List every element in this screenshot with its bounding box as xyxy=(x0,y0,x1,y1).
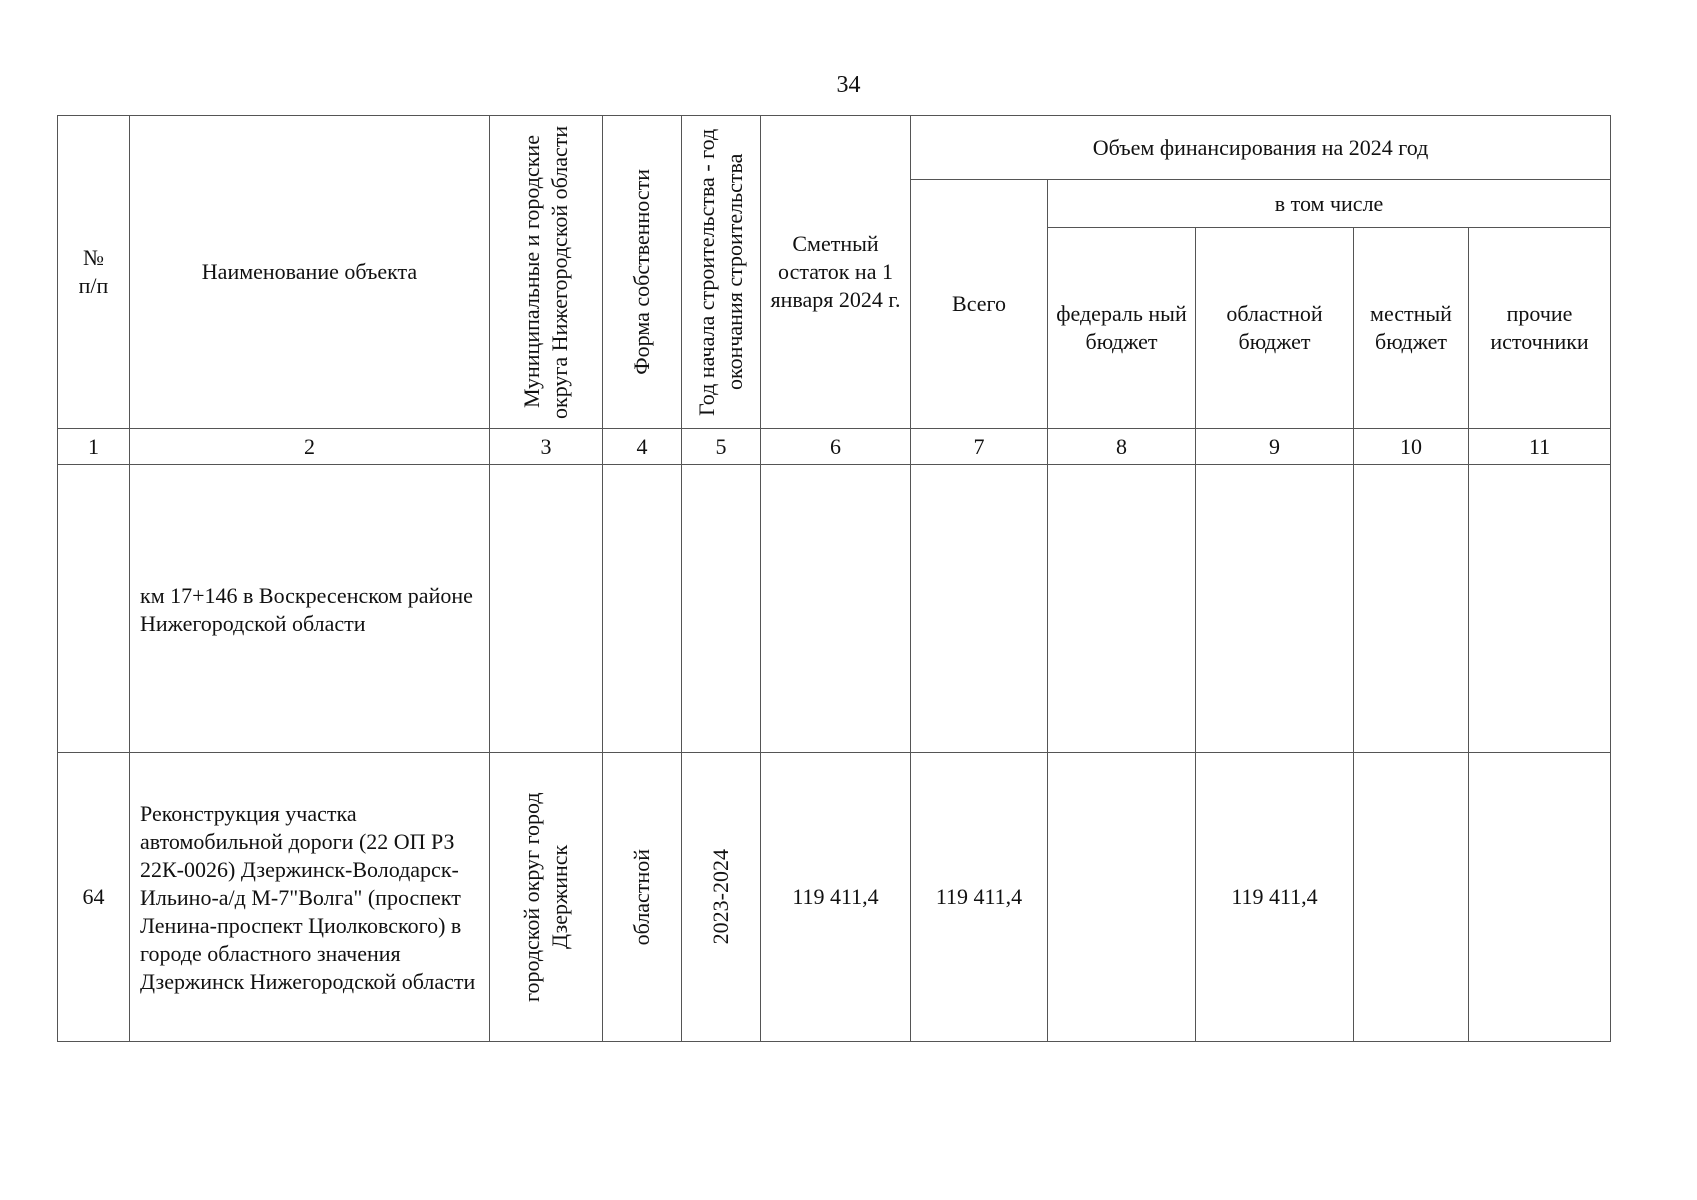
header-federal xyxy=(1048,228,1196,429)
financing-table xyxy=(57,115,1611,1042)
header-including xyxy=(1048,180,1611,228)
row-num: 64 xyxy=(58,753,130,1042)
header-regional-label: областной бюджет xyxy=(1226,301,1323,354)
column-number: 11 xyxy=(1469,429,1611,465)
header-name-label: Наименование объекта xyxy=(201,259,418,284)
row-years-cell xyxy=(682,753,761,1042)
header-years xyxy=(682,116,761,429)
header-num-label: № п/п xyxy=(78,245,109,298)
header-other-label: прочие источники xyxy=(1490,301,1589,354)
page-number: 34 xyxy=(836,72,861,98)
row-years: 2023-2024 xyxy=(708,849,733,945)
header-total xyxy=(911,180,1048,429)
header-ownership xyxy=(603,116,682,429)
table-row xyxy=(58,753,1611,1042)
row-other xyxy=(1469,753,1611,1042)
header-municipality xyxy=(490,116,603,429)
column-number-row xyxy=(58,429,1611,465)
header-years-label: Год начала строительства - год окончания строительства xyxy=(694,128,747,416)
row-name: км 17+146 в Воскресенском районе Нижегородской области xyxy=(130,465,490,753)
header-financing-label: Объем финансирования на 2024 год xyxy=(1092,134,1429,160)
row-ownership xyxy=(603,465,682,753)
row-local xyxy=(1354,465,1469,753)
header-including-label: в том числе xyxy=(1274,190,1384,216)
row-municipality-cell xyxy=(490,753,603,1042)
header-row-1 xyxy=(58,116,1611,180)
column-number: 1 xyxy=(58,429,130,465)
row-municipality: городской округ город Дзержинск xyxy=(519,792,572,1002)
header-municipality-label: Муниципальные и городские округа Нижегородской области xyxy=(519,125,572,419)
row-years xyxy=(682,465,761,753)
row-federal xyxy=(1048,753,1196,1042)
row-num xyxy=(58,465,130,753)
header-estimate-label: Сметный остаток на 1 января 2024 г. xyxy=(770,231,901,312)
header-name xyxy=(130,116,490,429)
row-ownership-cell xyxy=(603,753,682,1042)
row-name: Реконструкция участка автомобильной дороги (22 ОП РЗ 22К-0026) Дзержинск-Володарск-Ильино-а/д М-7"Волга" (проспект Ленина-проспект Циолковского) в городе областного значения Дзержинск Нижегородской области xyxy=(130,753,490,1042)
header-financing xyxy=(911,116,1611,180)
column-number: 7 xyxy=(911,429,1048,465)
header-local xyxy=(1354,228,1469,429)
header-ownership-label: Форма собственности xyxy=(629,169,654,375)
column-number: 6 xyxy=(761,429,911,465)
header-total-label: Всего xyxy=(952,291,1006,316)
row-ownership: областной xyxy=(629,848,654,946)
header-local-label: местный бюджет xyxy=(1370,301,1452,354)
column-number: 10 xyxy=(1354,429,1469,465)
column-number: 2 xyxy=(130,429,490,465)
row-local xyxy=(1354,753,1469,1042)
table-row xyxy=(58,465,1611,753)
column-number: 8 xyxy=(1048,429,1196,465)
header-num xyxy=(58,116,130,429)
header-regional xyxy=(1196,228,1354,429)
row-regional xyxy=(1196,465,1354,753)
row-municipality xyxy=(490,465,603,753)
row-regional: 119 411,4 xyxy=(1196,753,1354,1042)
header-estimate xyxy=(761,116,911,429)
header-other xyxy=(1469,228,1611,429)
row-federal xyxy=(1048,465,1196,753)
column-number: 5 xyxy=(682,429,761,465)
column-number: 9 xyxy=(1196,429,1354,465)
row-estimate: 119 411,4 xyxy=(761,753,911,1042)
row-estimate xyxy=(761,465,911,753)
row-other xyxy=(1469,465,1611,753)
row-total: 119 411,4 xyxy=(911,753,1048,1042)
column-number: 3 xyxy=(490,429,603,465)
row-total xyxy=(911,465,1048,753)
column-number: 4 xyxy=(603,429,682,465)
header-federal-label: федераль ный бюджет xyxy=(1056,301,1187,354)
